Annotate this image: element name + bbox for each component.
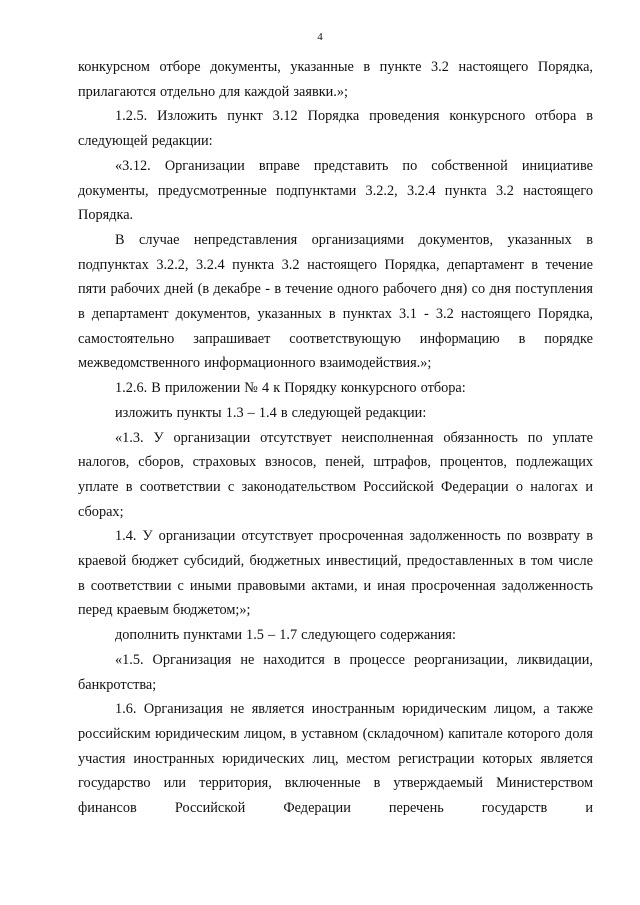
paragraph-9: дополнить пунктами 1.5 – 1.7 следующего содержания: bbox=[115, 627, 456, 644]
page-content bbox=[78, 55, 593, 821]
paragraph-8: 1.4. У организации отсутствует просроченная задолженность по возврату в краевой бюджет субсидий, бюджетных инвестиций, предоставленных в том числе в соответствии с иными правовыми актами, и иная просроченная задолженность перед краевым бюджетом;»; bbox=[78, 528, 593, 619]
paragraph-11: 1.6. Организация не является иностранным юридическим лицом, а также российским юридическим лицом, в уставном (складочном) капитале которого доля участия иностранных юридических лиц, местом регистрации которых является государство или территория, включенные в утверждаемый Министерством финансов Российской Федерации перечень государств и bbox=[78, 701, 593, 817]
paragraph-1: конкурсном отборе документы, указанные в пункте 3.2 настоящего Порядка, прилагаются отдельно для каждой заявки.»; bbox=[78, 59, 593, 100]
paragraph-6: изложить пункты 1.3 – 1.4 в следующей редакции: bbox=[115, 404, 427, 421]
paragraph-2: 1.2.5. Изложить пункт 3.12 Порядка проведения конкурсного отбора в следующей редакции: bbox=[78, 108, 593, 150]
paragraph-4: В случае непредставления организациями документов, указанных в подпунктах 3.2.2, 3.2.4 пункта 3.2 настоящего Порядка, департамент в течение пяти рабочих дней (в декабре - в течение одного рабочего дня) со дня поступления в департамент документов, указанных в пунктах 3.1 - 3.2 настоящего Порядка, самостоятельно запрашивает соответствующую информацию в порядке межведомственного информационного взаимодействия.»; bbox=[78, 231, 593, 372]
paragraph-5: 1.2.6. В приложении № 4 к Порядку конкурсного отбора: bbox=[115, 380, 466, 397]
paragraph-7: «1.3. У организации отсутствует неисполненная обязанность по уплате налогов, сборов, страховых взносов, пеней, штрафов, процентов, подлежащих уплате в соответствии с законодательством Российской Федерации о налогах и сборах; bbox=[78, 429, 593, 520]
paragraph-3: «3.12. Организации вправе представить по собственной инициативе документы, предусмотренные подпунктами 3.2.2, 3.2.4 пункта 3.2 настоящего Порядка. bbox=[78, 157, 593, 224]
page-number: 4 bbox=[317, 31, 323, 43]
paragraph-10: «1.5. Организация не находится в процессе реорганизации, ликвидации, банкротства; bbox=[78, 651, 593, 693]
